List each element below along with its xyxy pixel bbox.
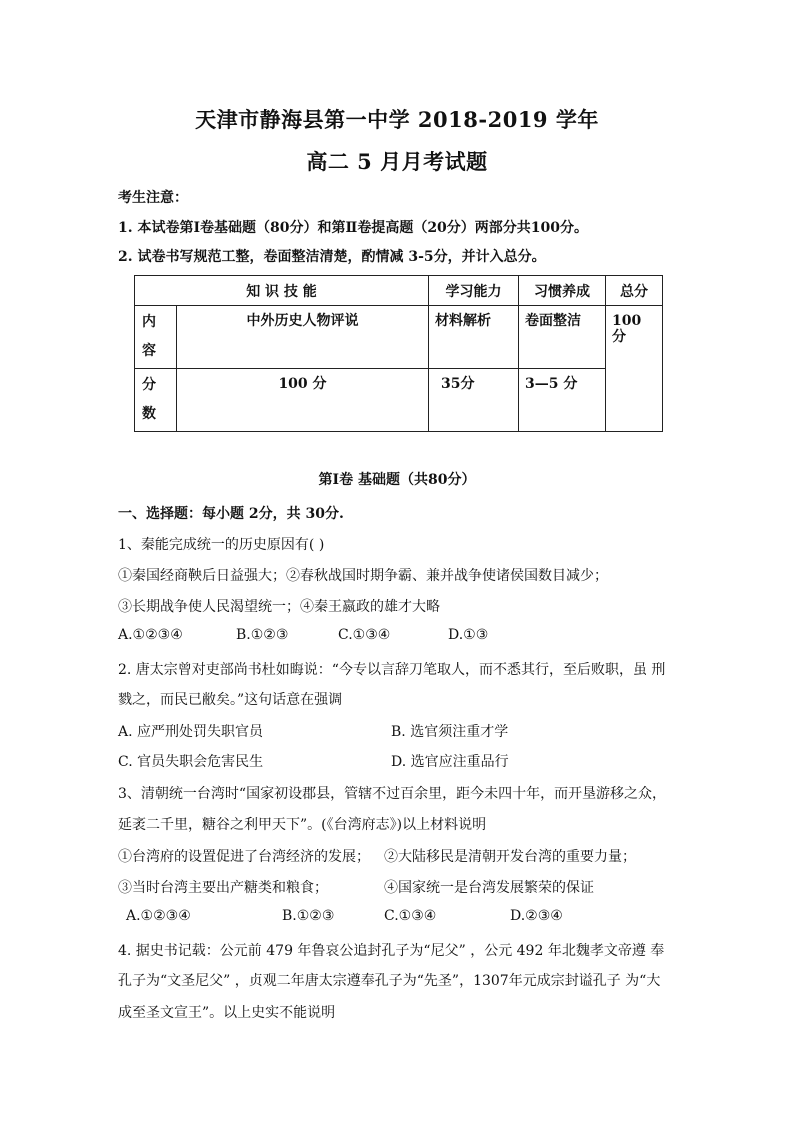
cell-total-score: 100 分 — [612, 313, 642, 345]
q4-stem-line1: 4. 据史书记载：公元前 479 年鲁哀公追封孔子为“尼父” ，公元 492 年北魏孝文帝遵 奉 — [118, 943, 665, 959]
q1-stem: 1、秦能完成统一的历史原因有( ) — [118, 537, 325, 553]
cell-content-neatness: 卷面整洁 — [525, 313, 581, 329]
q3-option-b: B.①②③ — [282, 908, 335, 924]
notes-item-2: 2. 试卷书写规范工整，卷面整洁清楚，酌情减 3-5分，并计入总分。 — [118, 249, 546, 265]
cell-score-material: 35分 — [441, 376, 475, 392]
q2-option-b: B. 选官须注重才学 — [391, 724, 509, 740]
q1-option-b: B.①②③ — [236, 627, 289, 643]
q1-option-d: D.①③ — [448, 627, 489, 643]
q3-statement-4: ④国家统一是台湾发展繁荣的保证 — [384, 880, 594, 896]
header-knowledge-skills: 知 识 技 能 — [135, 276, 429, 306]
score-table-header-row — [135, 276, 663, 306]
q1-statement-line2: ③长期战争使人民渴望统一；④秦王嬴政的雄才大略 — [118, 599, 440, 615]
score-table-score-row — [135, 369, 663, 432]
q2-option-c: C. 官员失职会危害民生 — [118, 754, 264, 770]
exam-title-line2: 高二 5 月月考试题 — [306, 149, 488, 174]
cell-score-figures: 100 分 — [278, 376, 327, 392]
q4-stem-line3: 成至圣文宣王”。以上史实不能说明 — [118, 1005, 336, 1021]
q2-option-a: A. 应严刑处罚失职官员 — [118, 724, 264, 740]
q3-option-d: D.②③④ — [510, 908, 563, 924]
q4-stem-line2: 孔子为“文圣尼父” ，贞观二年唐太宗遵奉孔子为“先圣”，1307年元成宗封谥孔子 为“大 — [118, 973, 661, 989]
header-total: 总分 — [606, 276, 663, 306]
notes-heading: 考生注意： — [118, 190, 188, 206]
q3-option-c: C.①③④ — [384, 908, 437, 924]
q2-stem-line1: 2. 唐太宗曾对吏部尚书杜如晦说：“今专以言辞刀笔取人，而不悉其行，至后败职，虽 刑 — [118, 662, 666, 678]
q3-option-a: A.①②③④ — [126, 908, 191, 924]
row-label-content: 内容 — [142, 314, 156, 359]
q1-statement-line1: ①秦国经商鞅后日益强大；②春秋战国时期争霸、兼并战争使诸侯国数目减少； — [118, 568, 608, 584]
cell-content-material: 材料解析 — [435, 313, 491, 329]
q1-option-c: C.①③④ — [338, 627, 391, 643]
cell-score-neatness: 3—5 分 — [525, 376, 578, 392]
section-title: 第Ⅰ卷 基础题（共80分） — [318, 472, 476, 488]
q2-option-d: D. 选官应注重品行 — [391, 754, 509, 770]
exam-title-line1: 天津市静海县第一中学 2018-2019 学年 — [195, 107, 599, 132]
q2-stem-line2: 戮之，而民已敝矣。”这句话意在强调 — [118, 692, 343, 708]
score-table-content-row — [135, 306, 663, 369]
q3-stem-line2: 延袤二千里，糖谷之利甲天下”。(《台湾府志》)以上材料说明 — [118, 817, 487, 833]
cell-content-figures: 中外历史人物评说 — [246, 313, 359, 329]
notes-item-1: 1. 本试卷第Ⅰ卷基础题（80分）和第Ⅱ卷提高题（20分）两部分共100分。 — [118, 220, 589, 236]
part-heading: 一、选择题：每小题 2分，共 30分. — [118, 506, 344, 522]
q3-statement-2: ②大陆移民是清朝开发台湾的重要力量； — [384, 849, 636, 865]
q3-statement-1: ①台湾府的设置促进了台湾经济的发展； — [118, 849, 370, 865]
q3-stem-line1: 3、清朝统一台湾时“国家初设郡县，管辖不过百余里，距今未四十年，而开垦游移之众， — [118, 786, 667, 802]
row-label-score: 分数 — [142, 377, 156, 422]
q1-option-a: A.①②③④ — [118, 627, 183, 643]
header-learning-ability: 学习能力 — [429, 276, 519, 306]
q3-statement-3: ③当时台湾主要出产糖类和粮食； — [118, 880, 328, 896]
header-habit-formation: 习惯养成 — [519, 276, 606, 306]
score-table — [134, 275, 663, 432]
